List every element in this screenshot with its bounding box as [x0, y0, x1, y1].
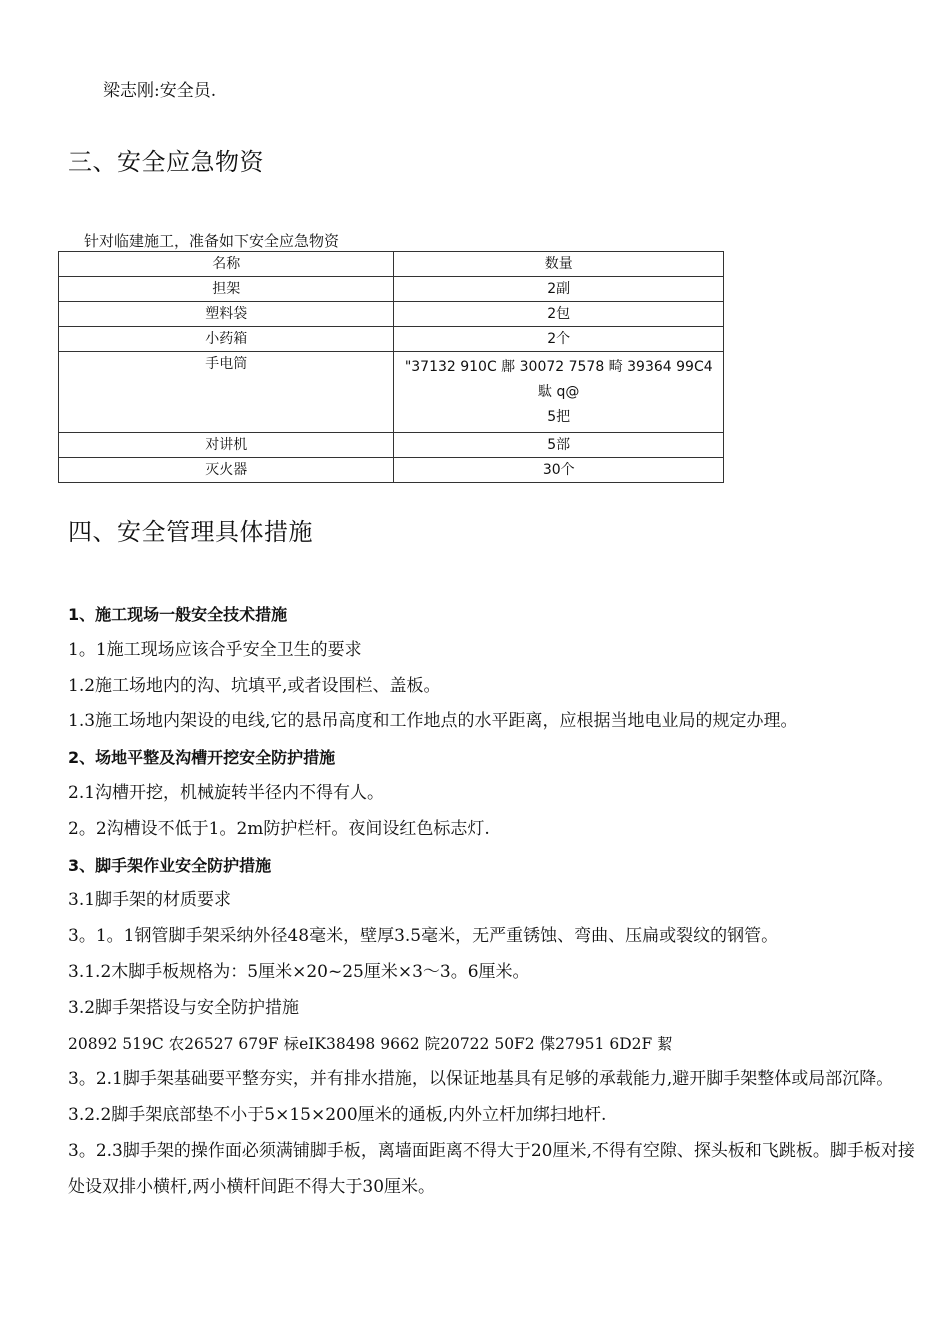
safety-measures-body: [68, 597, 928, 1206]
body-paragraph: 3.2.2脚手架底部垫不小于5×15×200厘米的通板,内外立杆加绑扫地杆.: [68, 1105, 607, 1126]
supply-name-cell: 塑料袋: [59, 302, 394, 327]
section-heading-safety-measures: 四、安全管理具体措施: [68, 518, 313, 546]
quantity-text: "37132 910C 鄌 30072 7578 畸 39364 99C4: [404, 359, 713, 375]
body-paragraph: 3。2.1脚手架基础要平整夯实，并有排水措施，以保证地基具有足够的承载能力,避开脚手架整体或局部沉降。: [68, 1069, 894, 1090]
quantity-text: 30个: [542, 462, 575, 478]
supply-quantity-cell: [394, 352, 724, 433]
quantity-text: 2副: [547, 281, 571, 297]
body-paragraph: 1.2施工场地内的沟、坑填平,或者设围栏、盖板。: [68, 675, 441, 696]
supply-quantity-cell: [394, 458, 724, 483]
supply-quantity-cell: [394, 433, 724, 458]
table-row: [59, 302, 724, 327]
body-paragraph: 2.1沟槽开挖，机械旋转半径内不得有人。: [68, 782, 385, 803]
supply-name-cell: 对讲机: [59, 433, 394, 458]
supply-name-cell: 担架: [59, 277, 394, 302]
quantity-text: 5部: [547, 437, 571, 453]
table-row: [59, 433, 724, 458]
section-heading-emergency-supplies: 三、安全应急物资: [68, 148, 264, 176]
body-paragraph: 3.1.2木脚手板规格为：5厘米×20~25厘米×3～3。6厘米。: [68, 961, 530, 982]
column-header-name: 名称: [59, 252, 394, 277]
quantity-text: 2个: [547, 331, 571, 347]
quantity-text: 駄 q@: [538, 384, 580, 400]
body-paragraph: 1.3施工场地内架设的电线,它的悬吊高度和工作地点的水平距离，应根据当地电业局的规定办理。: [68, 711, 798, 732]
supply-name-cell: 灭火器: [59, 458, 394, 483]
body-paragraph: 20892 519C 农26527 679F 柡eIK38498 9662 院20722 50F2 偞27951 6D2F 絜: [68, 1034, 673, 1053]
column-header-quantity: 数量: [394, 252, 724, 277]
emergency-supplies-table: [58, 251, 724, 483]
body-paragraph: 1。1施工现场应该合乎安全卫生的要求: [68, 639, 362, 660]
supply-quantity-cell: [394, 302, 724, 327]
subsection-heading: 3、脚手架作业安全防护措施: [68, 855, 272, 875]
personnel-line: 梁志刚:安全员.: [103, 81, 217, 101]
supply-quantity-cell: [394, 277, 724, 302]
body-paragraph: 2。2沟槽设不低于1。2m防护栏杆。夜间设红色标志灯.: [68, 818, 490, 839]
supply-name-cell: 手电筒: [59, 352, 394, 433]
body-paragraph: 3.2脚手架搭设与安全防护措施: [68, 997, 300, 1018]
table-row: [59, 352, 724, 433]
body-paragraph: 3。2.3脚手架的操作面必须满铺脚手板，离墙面距离不得大于20厘米,不得有空隙、探头板和飞跳板。脚手板对接处设双排小横杆,两小横杆间距不得大于30厘米。: [68, 1140, 915, 1197]
table-row: [59, 277, 724, 302]
quantity-text: 2包: [547, 306, 571, 322]
subsection-heading: 2、场地平整及沟槽开挖安全防护措施: [68, 748, 336, 768]
supply-quantity-cell: [394, 327, 724, 352]
table-caption: 针对临建施工，准备如下安全应急物资: [84, 232, 340, 250]
quantity-text: 5把: [547, 409, 571, 425]
body-paragraph: 3.1脚手架的材质要求: [68, 890, 232, 911]
table-row: [59, 327, 724, 352]
subsection-heading: 1、施工现场一般安全技术措施: [68, 605, 288, 624]
supply-name-cell: 小药箱: [59, 327, 394, 352]
body-paragraph: 3。1。1钢管脚手架采纳外径48毫米，壁厚3.5毫米，无严重锈蚀、弯曲、压扁或裂纹的钢管。: [68, 926, 779, 947]
table-header-row: [59, 252, 724, 277]
table-row: [59, 458, 724, 483]
